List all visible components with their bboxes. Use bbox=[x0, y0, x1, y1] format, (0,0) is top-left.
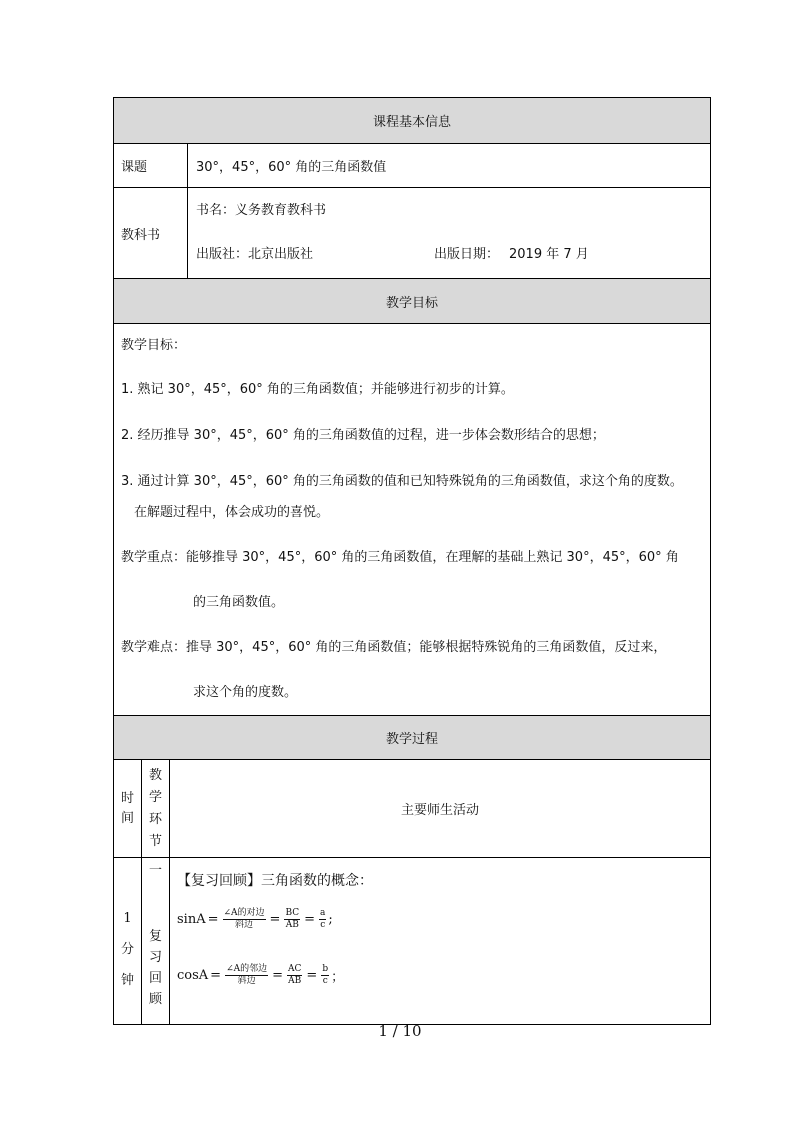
objectives-header bbox=[114, 279, 710, 324]
stage-char: 回 bbox=[148, 971, 162, 986]
sin-denominator: AB bbox=[285, 920, 299, 930]
cos-label: cosA bbox=[177, 968, 209, 983]
difficulty: 教学难点：推导 30°，45°，60° 角的三角函数值；能够根据特殊锐角的三角函数值，反过来， bbox=[121, 640, 667, 655]
stage-char: 习 bbox=[148, 950, 162, 965]
objectives-content bbox=[114, 324, 710, 716]
lesson-table bbox=[113, 97, 711, 1025]
sin-label: sinA bbox=[177, 912, 206, 927]
process-title: 教学过程 bbox=[385, 732, 438, 747]
time-char: 钟 bbox=[120, 973, 134, 988]
time-header-char: 间 bbox=[120, 810, 134, 826]
stage-column-header bbox=[142, 760, 170, 857]
key-point-continued: 的三角函数值。 bbox=[193, 595, 285, 610]
topic-label: 课题 bbox=[114, 144, 188, 187]
sin-numerator: ∠A的对边 bbox=[223, 908, 265, 918]
stage-header-char: 学 bbox=[148, 789, 162, 805]
stage-header-char: 教 bbox=[148, 767, 162, 783]
pub-date-value: 2019 年 7 月 bbox=[509, 247, 589, 262]
objective-item-continued: 在解题过程中，体会成功的喜悦。 bbox=[134, 505, 330, 520]
cos-denominator: c bbox=[322, 976, 328, 986]
cos-formula bbox=[177, 964, 344, 987]
time-header-char: 时 bbox=[120, 790, 134, 806]
objectives-title: 教学目标 bbox=[385, 295, 438, 311]
stage-char: 顾 bbox=[148, 992, 162, 1007]
activity-cell bbox=[170, 858, 710, 1024]
process-row-review bbox=[114, 858, 710, 1024]
sin-fraction-bc-ab bbox=[284, 908, 300, 931]
objective-item: 1. 熟记 30°，45°，60° 角的三角函数值；并能够进行初步的计算。 bbox=[121, 382, 514, 397]
equals-sign: = bbox=[269, 912, 281, 927]
cos-denominator: 斜边 bbox=[237, 976, 256, 986]
cos-numerator: AC bbox=[288, 964, 302, 974]
time-cell bbox=[114, 858, 142, 1024]
equals-sign: = bbox=[207, 912, 219, 927]
sin-end: ; bbox=[328, 912, 333, 927]
objective-item: 2. 经历推导 30°，45°，60° 角的三角函数值的过程，进一步体会数形结合的思想； bbox=[121, 428, 605, 443]
stage-header-char: 环 bbox=[148, 811, 162, 827]
basic-info-header bbox=[114, 98, 710, 144]
process-header bbox=[114, 716, 710, 760]
difficulty-continued: 求这个角的度数。 bbox=[193, 685, 298, 700]
objective-item: 3. 通过计算 30°，45°，60° 角的三角函数的值和已知特殊锐角的三角函数值，求这个角的度数。 bbox=[121, 474, 683, 489]
equals-sign: = bbox=[306, 968, 318, 983]
sin-numerator: a bbox=[320, 908, 326, 918]
cos-fraction bbox=[225, 964, 268, 987]
sin-formula bbox=[177, 908, 333, 931]
cos-numerator: b bbox=[322, 964, 329, 974]
key-point: 教学重点：能够推导 30°，45°，60° 角的三角函数值，在理解的基础上熟记 30°，45°，60° 角 bbox=[121, 550, 679, 565]
time-char: 分 bbox=[120, 942, 134, 957]
sin-denominator: 斜边 bbox=[235, 920, 254, 930]
topic-row bbox=[114, 144, 710, 188]
sin-denominator: c bbox=[320, 920, 326, 930]
stage-char: 一 bbox=[148, 863, 162, 878]
equals-sign: = bbox=[272, 968, 284, 983]
topic-value: 30°，45°，60° 角的三角函数值 bbox=[196, 160, 387, 175]
cos-denominator: AB bbox=[288, 976, 302, 986]
sin-fraction-a-c bbox=[319, 908, 326, 931]
book-name: 书名：义务教育教科书 bbox=[196, 203, 327, 218]
stage-char: 复 bbox=[148, 929, 162, 944]
sin-fraction bbox=[223, 908, 266, 931]
equals-sign: = bbox=[210, 968, 222, 983]
activity-column-header: 主要师生活动 bbox=[400, 803, 479, 818]
sin-numerator: BC bbox=[285, 908, 300, 918]
page-number: 1 / 10 bbox=[378, 1022, 422, 1040]
cos-fraction-ac-ab bbox=[287, 964, 302, 987]
objectives-intro: 教学目标： bbox=[121, 338, 187, 353]
time-column-header bbox=[114, 760, 142, 857]
review-title: 【复习回顾】三角函数的概念： bbox=[177, 873, 373, 889]
textbook-details bbox=[188, 188, 710, 278]
publisher: 出版社：北京出版社 bbox=[196, 247, 314, 262]
basic-info-title: 课程基本信息 bbox=[372, 115, 451, 130]
cos-fraction-b-c bbox=[321, 964, 329, 987]
equals-sign: = bbox=[304, 912, 316, 927]
process-column-headers bbox=[114, 760, 710, 858]
pub-date-label: 出版日期： bbox=[434, 247, 500, 262]
textbook-label: 教科书 bbox=[114, 188, 188, 278]
time-char: 1 bbox=[123, 911, 132, 926]
stage-cell bbox=[142, 858, 170, 1024]
cos-numerator: ∠A的邻边 bbox=[226, 964, 268, 974]
textbook-row bbox=[114, 188, 710, 279]
cos-end: ； bbox=[331, 970, 345, 985]
stage-header-char: 节 bbox=[148, 833, 162, 849]
